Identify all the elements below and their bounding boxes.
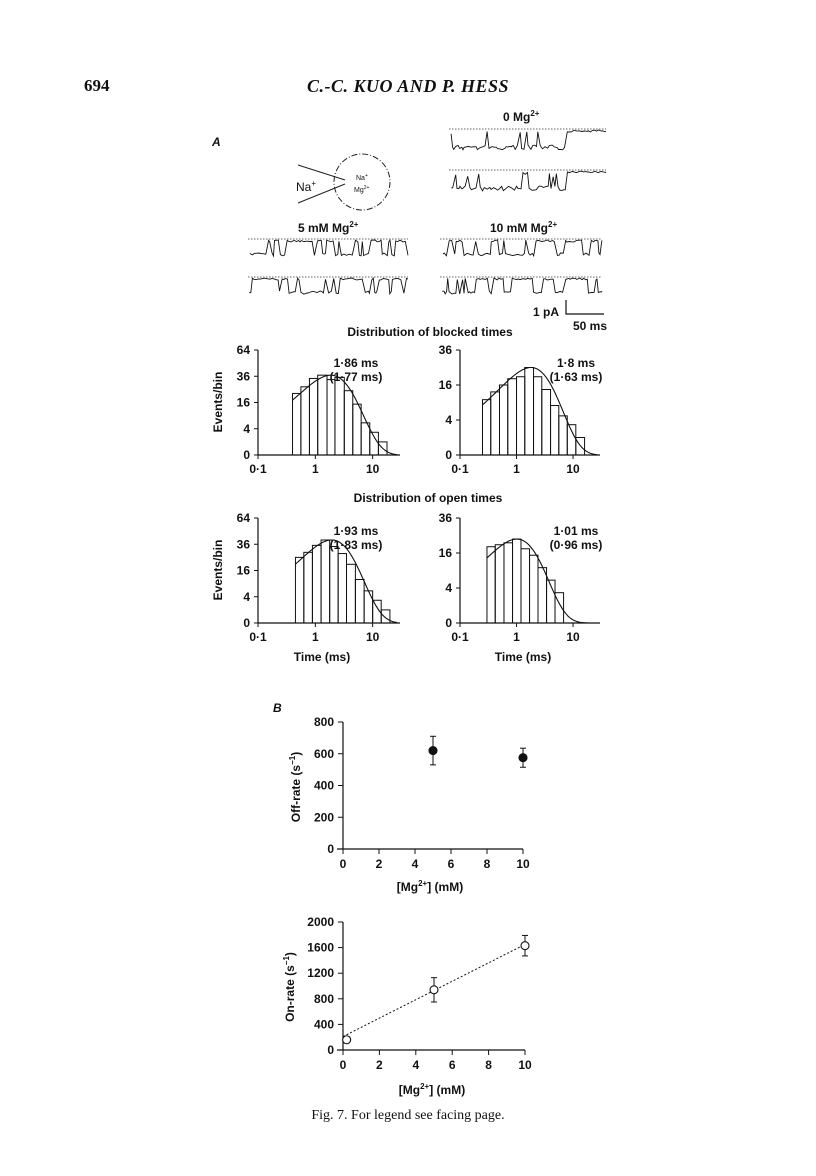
x-tick-label: 10: [566, 462, 580, 476]
ion-inside-label-2: $Mg^{2+}$: [354, 185, 370, 194]
y-tick-label: 600: [313, 746, 334, 761]
histogram-bin: [335, 377, 344, 455]
y-tick-label: 36: [438, 511, 452, 525]
x-tick-label: 1: [513, 630, 520, 644]
panel-b-label: B: [273, 701, 282, 715]
histogram-bin: [338, 554, 346, 623]
tau-alt-label: (1·63 ms): [549, 370, 603, 384]
y-label-open: Events/bin: [211, 539, 225, 601]
chart-off-rate: [314, 715, 530, 871]
y-tick-label: 16: [438, 378, 452, 392]
y-tick-label: 400: [313, 778, 334, 793]
off-rate-x-label: $[Mg^{2+}]$ (mM): [396, 879, 464, 894]
x-tick-label: 8: [483, 857, 491, 871]
histogram-bin: [517, 377, 525, 455]
channel-schematic: [296, 154, 390, 210]
histogram-bin: [521, 549, 530, 623]
tau-alt-label: (0·96 ms): [549, 538, 603, 552]
histogram-bin: [381, 610, 390, 623]
x-tick-label: 2: [376, 1058, 383, 1072]
hist-open-5mM: [237, 511, 400, 644]
trace-label-0mM: 0 $Mg^{2+}$: [503, 109, 540, 124]
histogram-bin: [309, 378, 317, 455]
histogram-bin: [301, 387, 310, 455]
on-rate-x-label: $[Mg^{2+}]$ (mM): [398, 1082, 466, 1097]
histogram-bin: [504, 543, 513, 623]
y-tick-label: 16: [236, 395, 250, 410]
trace-label-5mM: 5 mM $Mg^{2+}$: [298, 220, 359, 235]
hist-open-10mM: [439, 511, 603, 644]
fit-curve: [293, 375, 398, 454]
histogram-bin: [542, 390, 551, 455]
y-tick-label: 800: [313, 991, 334, 1006]
histogram-bin: [538, 568, 547, 623]
ion-outside-label: Na+: [296, 179, 317, 194]
trace-5mM-1: [250, 240, 408, 256]
y-tick-label: 4: [445, 581, 452, 595]
histogram-bin: [482, 400, 490, 455]
data-point: [430, 986, 438, 994]
histogram-bin: [293, 393, 301, 455]
x-tick-label: 0·1: [451, 462, 469, 476]
x-tick-label: 0·1: [249, 630, 267, 644]
histogram-bin: [344, 391, 352, 455]
trace-10mM-2: [442, 278, 602, 294]
histogram-bin: [500, 385, 508, 455]
y-tick-label: 1600: [307, 940, 334, 955]
open-times-title: Distribution of open times: [353, 491, 503, 505]
y-tick-label: 1200: [307, 966, 334, 981]
histogram-bin: [551, 406, 559, 455]
x-tick-label: 1: [311, 462, 319, 476]
histogram-bin: [355, 579, 364, 623]
y-label-blocked: Events/bin: [211, 371, 225, 433]
histogram-bin: [495, 545, 504, 623]
histogram-bin: [327, 380, 335, 455]
histogram-bin: [364, 591, 373, 623]
data-point: [429, 747, 437, 755]
histogram-bin: [304, 552, 313, 623]
x-tick-label: 1: [513, 462, 520, 476]
y-tick-label: 4: [243, 589, 250, 604]
x-tick-label: 0·1: [249, 462, 267, 476]
y-tick-label: 0: [445, 448, 452, 462]
data-point: [521, 942, 529, 950]
channel-circle: [334, 154, 390, 210]
x-tick-label: 4: [412, 1058, 420, 1072]
x-tick-label: 6: [448, 1058, 456, 1072]
x-tick-label: 2: [375, 857, 383, 871]
scale-time: 50 ms: [573, 319, 608, 333]
histogram-bin: [534, 377, 542, 455]
x-tick-label: 10: [518, 1058, 532, 1072]
x-tick-label: 0·1: [451, 630, 469, 644]
tau-label: 1·86 ms: [333, 356, 379, 370]
y-tick-label: 2000: [307, 915, 334, 929]
histogram-bin: [347, 564, 356, 623]
histogram-bin: [361, 423, 370, 455]
x-label-open-right: Time (ms): [494, 650, 552, 664]
x-tick-label: 10: [566, 630, 580, 644]
y-tick-label: 0: [243, 616, 250, 630]
tau-alt-label: (1·83 ms): [329, 538, 383, 552]
y-tick-label: 0: [445, 616, 452, 630]
scale-bar: [533, 300, 607, 333]
chart-on-rate: [307, 915, 532, 1072]
tau-alt-label: (1·77 ms): [329, 370, 383, 384]
y-tick-label: 16: [236, 563, 250, 578]
current-traces: [248, 129, 606, 294]
x-tick-label: 10: [365, 630, 380, 644]
y-tick-label: 64: [236, 511, 250, 525]
page-number: 694: [84, 76, 110, 95]
hist-blocked-5mM: [237, 343, 400, 476]
histogram-bin: [487, 547, 495, 623]
panel-a-label: A: [212, 135, 221, 149]
y-tick-label: 4: [445, 413, 452, 427]
x-tick-label: 0: [339, 1058, 347, 1072]
figure-caption: Fig. 7. For legend see facing page.: [311, 1108, 505, 1123]
histogram-bin: [567, 425, 576, 455]
histogram-bin: [491, 392, 500, 455]
tau-label: 1·93 ms: [333, 524, 379, 538]
histogram-bin: [559, 416, 567, 455]
x-label-open-left: Time (ms): [293, 650, 351, 664]
on-rate-y-label: On-rate $(s^{-1})$: [282, 952, 297, 1022]
trace-0mM-2: [451, 171, 606, 191]
x-tick-label: 10: [516, 857, 530, 871]
x-tick-label: 8: [485, 1058, 492, 1072]
y-tick-label: 36: [438, 343, 452, 357]
histogram-bin: [353, 404, 361, 455]
blocked-times-title: Distribution of blocked times: [347, 325, 513, 339]
histogram-bin: [513, 539, 521, 623]
y-tick-label: 4: [243, 421, 250, 436]
data-point: [343, 1036, 351, 1044]
trace-5mM-2: [249, 278, 408, 294]
off-rate-y-label: Off-rate $(s^{-1})$: [288, 751, 303, 823]
histogram-bin: [525, 368, 534, 456]
histogram-bin: [530, 555, 538, 623]
x-tick-label: 4: [411, 857, 419, 871]
y-tick-label: 800: [313, 715, 334, 729]
ion-inside-label-1: Na+: [356, 173, 368, 182]
x-tick-label: 10: [365, 462, 380, 476]
trace-label-10mM: 10 mM $Mg^{2+}$: [490, 220, 558, 235]
y-tick-label: 0: [327, 842, 334, 856]
histogram-bin: [312, 545, 321, 623]
running-head: C.-C. KUO AND P. HESS: [306, 76, 510, 96]
x-tick-label: 6: [447, 857, 455, 871]
histogram-bin: [321, 540, 330, 623]
hist-blocked-10mM: [439, 343, 603, 476]
trace-0mM-1: [451, 130, 606, 150]
y-tick-label: 36: [236, 369, 250, 384]
histogram-bin: [508, 379, 517, 455]
y-tick-label: 400: [313, 1017, 334, 1032]
histogram-bin: [318, 375, 327, 455]
histogram-bin: [330, 546, 338, 623]
y-tick-label: 200: [313, 810, 334, 825]
trace-10mM-1: [443, 240, 602, 256]
x-tick-label: 1: [311, 630, 319, 644]
scale-current: 1 pA: [533, 305, 560, 319]
histogram-bin: [295, 557, 303, 623]
y-tick-label: 0: [243, 448, 250, 462]
y-tick-label: 16: [438, 546, 452, 560]
tau-label: 1·01 ms: [553, 524, 599, 538]
x-tick-label: 0: [339, 857, 347, 871]
y-tick-label: 36: [236, 537, 250, 552]
tau-label: 1·8 ms: [556, 356, 596, 370]
y-tick-label: 0: [327, 1043, 334, 1057]
data-point: [519, 754, 527, 762]
y-tick-label: 64: [236, 343, 250, 357]
